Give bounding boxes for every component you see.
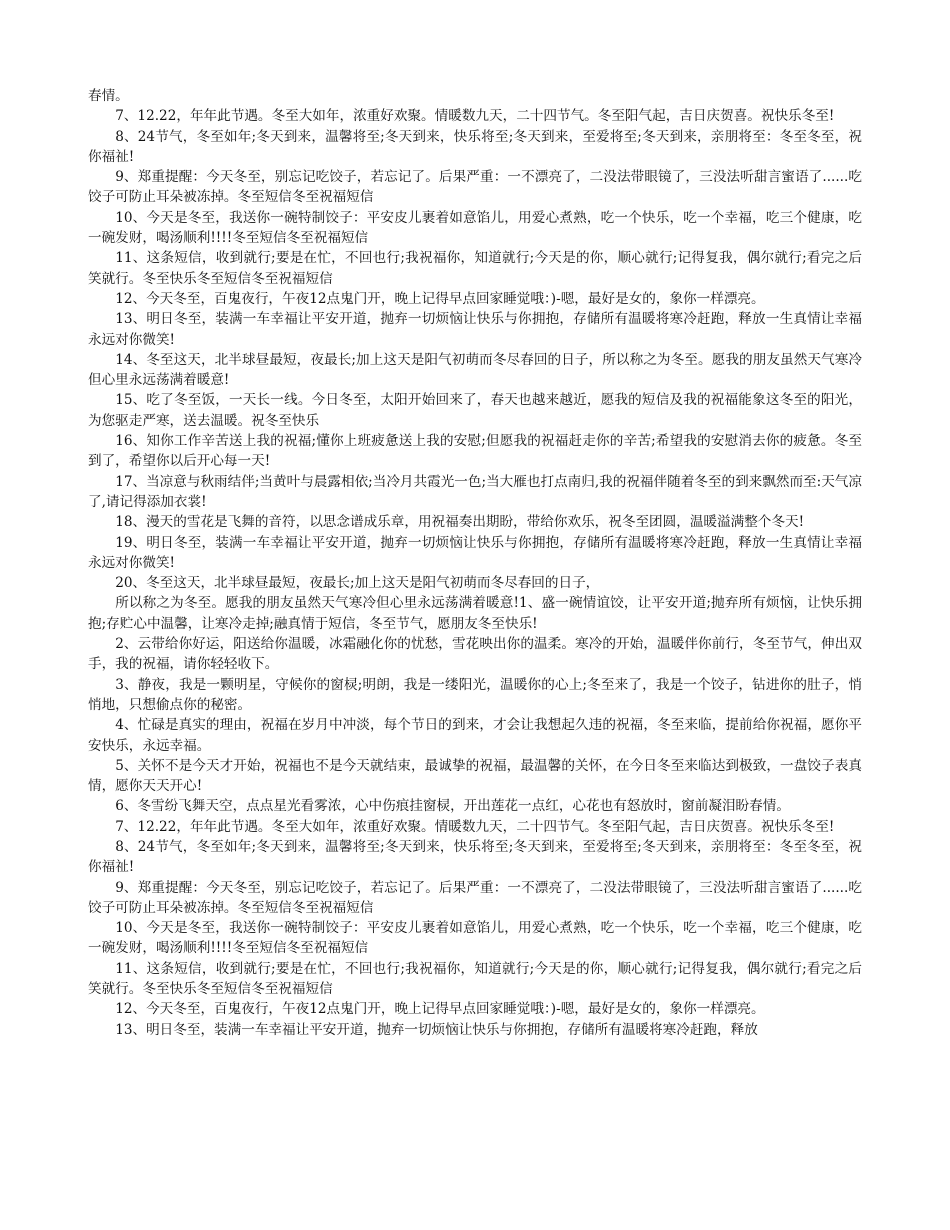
paragraph: 13、明日冬至，装满一车幸福让平安开道，抛弃一切烦恼让快乐与你拥抱，存储所有温暖将寒冷赶跑，释放一生真情让幸福永远对你微笑! [88, 311, 862, 348]
paragraph: 所以称之为冬至。愿我的朋友虽然天气寒冷但心里永远荡满着暖意!1、盛一碗情谊饺，让平安开道;抛弃所有烦恼，让快乐拥抱;存贮心中温馨，让寒冷走掉;融真情于短信，冬至节气，愿朋友冬至快乐! [88, 595, 862, 632]
paragraph: 13、明日冬至，装满一车幸福让平安开道，抛弃一切烦恼让快乐与你拥抱，存储所有温暖将寒冷赶跑，释放 [115, 1021, 758, 1038]
paragraph: 9、郑重提醒：今天冬至，别忘记吃饺子，若忘记了。后果严重：一不漂亮了，二没法带眼镜了，三没法听甜言蜜语了......吃饺子可防止耳朵被冻掉。冬至短信冬至祝福短信 [88, 169, 862, 206]
paragraph: 12、今天冬至，百鬼夜行，午夜12点鬼门开，晚上记得早点回家睡觉哦：)-嗯，最好是女的，象你一样漂亮。 [115, 290, 765, 307]
paragraph: 20、冬至这天，北半球昼最短，夜最长;加上这天是阳气初萌而冬尽春回的日子， [115, 575, 600, 592]
paragraph: 2、云带给你好运，阳送给你温暖，冰霜融化你的忧愁，雪花映出你的温柔。寒冷的开始，温暖伴你前行，冬至节气，伸出双手，我的祝福，请你轻轻收下。 [88, 636, 862, 673]
paragraph: 8、24节气，冬至如年;冬天到来，温馨将至;冬天到来，快乐将至;冬天到来，至爱将至;冬天到来，亲朋将至：冬至冬至，祝你福祉! [88, 128, 862, 165]
paragraph: 19、明日冬至，装满一车幸福让平安开道，抛弃一切烦恼让快乐与你拥抱，存储所有温暖将寒冷赶跑，释放一生真情让幸福永远对你微笑! [88, 534, 862, 571]
paragraph: 12、今天冬至，百鬼夜行，午夜12点鬼门开，晚上记得早点回家睡觉哦：)-嗯，最好是女的，象你一样漂亮。 [115, 1001, 765, 1018]
paragraph: 17、当凉意与秋雨结伴;当黄叶与晨露相依;当冷月共霞光一色;当大雁也打点南归,我的祝福伴随着冬至的到来飘然而至:天气凉了,请记得添加衣裳! [88, 473, 862, 510]
paragraph: 14、冬至这天，北半球昼最短，夜最长;加上这天是阳气初萌而冬尽春回的日子，所以称之为冬至。愿我的朋友虽然天气寒冷但心里永远荡满着暖意! [88, 351, 862, 389]
document-body [88, 86, 862, 1040]
paragraph: 3、静夜，我是一颗明星，守候你的窗棂;明朗，我是一缕阳光，温暖你的心上;冬至来了，我是一个饺子，钻进你的肚子，悄悄地，只想偷点你的秘密。 [88, 676, 862, 713]
paragraph: 4、忙碌是真实的理由，祝福在岁月中冲淡，每个节日的到来，才会让我想起久违的祝福，冬至来临，提前给你祝福，愿你平安快乐，永远幸福。 [88, 717, 862, 754]
paragraph: 7、12.22，年年此节遇。冬至大如年，浓重好欢聚。情暖数九天，二十四节气。冬至阳气起，吉日庆贺喜。祝快乐冬至! [115, 818, 835, 835]
paragraph: 11、这条短信，收到就行;要是在忙，不回也行;我祝福你，知道就行;今天是的你，顺心就行;记得复我，偶尔就行;看完之后笑就行。冬至快乐冬至短信冬至祝福短信 [88, 250, 862, 287]
paragraph: 5、关怀不是今天才开始，祝福也不是今天就结束，最诚挚的祝福，最温馨的关怀，在今日冬至来临达到极致，一盘饺子表真情，愿你天天开心! [88, 757, 862, 795]
paragraph-opening: 春情。 [88, 88, 129, 104]
paragraph: 10、今天是冬至，我送你一碗特制饺子：平安皮儿裹着如意馅儿，用爱心煮熟，吃一个快乐，吃一个幸福，吃三个健康，吃一碗发财，喝汤顺利!!!!冬至短信冬至祝福短信 [88, 920, 862, 957]
paragraph: 9、郑重提醒：今天冬至，别忘记吃饺子，若忘记了。后果严重：一不漂亮了，二没法带眼镜了，三没法听甜言蜜语了......吃饺子可防止耳朵被冻掉。冬至短信冬至祝福短信 [88, 879, 862, 916]
paragraph: 7、12.22，年年此节遇。冬至大如年，浓重好欢聚。情暖数九天，二十四节气。冬至阳气起，吉日庆贺喜。祝快乐冬至! [115, 108, 835, 125]
paragraph: 8、24节气，冬至如年;冬天到来，温馨将至;冬天到来，快乐将至;冬天到来，至爱将至;冬天到来，亲朋将至：冬至冬至，祝你福祉! [88, 838, 862, 876]
paragraph: 11、这条短信，收到就行;要是在忙，不回也行;我祝福你，知道就行;今天是的你，顺心就行;记得复我，偶尔就行;看完之后笑就行。冬至快乐冬至短信冬至祝福短信 [88, 960, 862, 998]
paragraph: 16、知你工作辛苦送上我的祝福;懂你上班疲惫送上我的安慰;但愿我的祝福赶走你的辛苦;希望我的安慰消去你的疲惫。冬至到了，希望你以后开心每一天! [88, 433, 862, 470]
paragraph: 15、吃了冬至饭，一天长一线。今日冬至，太阳开始回来了，春天也越来越近，愿我的短信及我的祝福能象这冬至的阳光，为您驱走严寒，送去温暖。祝冬至快乐 [88, 392, 862, 429]
paragraph: 10、今天是冬至，我送你一碗特制饺子：平安皮儿裹着如意馅儿，用爱心煮熟，吃一个快乐，吃一个幸福，吃三个健康，吃一碗发财，喝汤顺利!!!!冬至短信冬至祝福短信 [88, 209, 862, 247]
paragraph: 18、漫天的雪花是飞舞的音符，以思念谱成乐章，用祝福奏出期盼，带给你欢乐，祝冬至团圆，温暖溢满整个冬天! [115, 514, 805, 531]
paragraph: 6、冬雪纷飞舞天空，点点星光看雾浓，心中伤痕挂窗棂，开出莲花一点红，心花也有怒放时，窗前凝泪盼春情。 [115, 798, 790, 815]
